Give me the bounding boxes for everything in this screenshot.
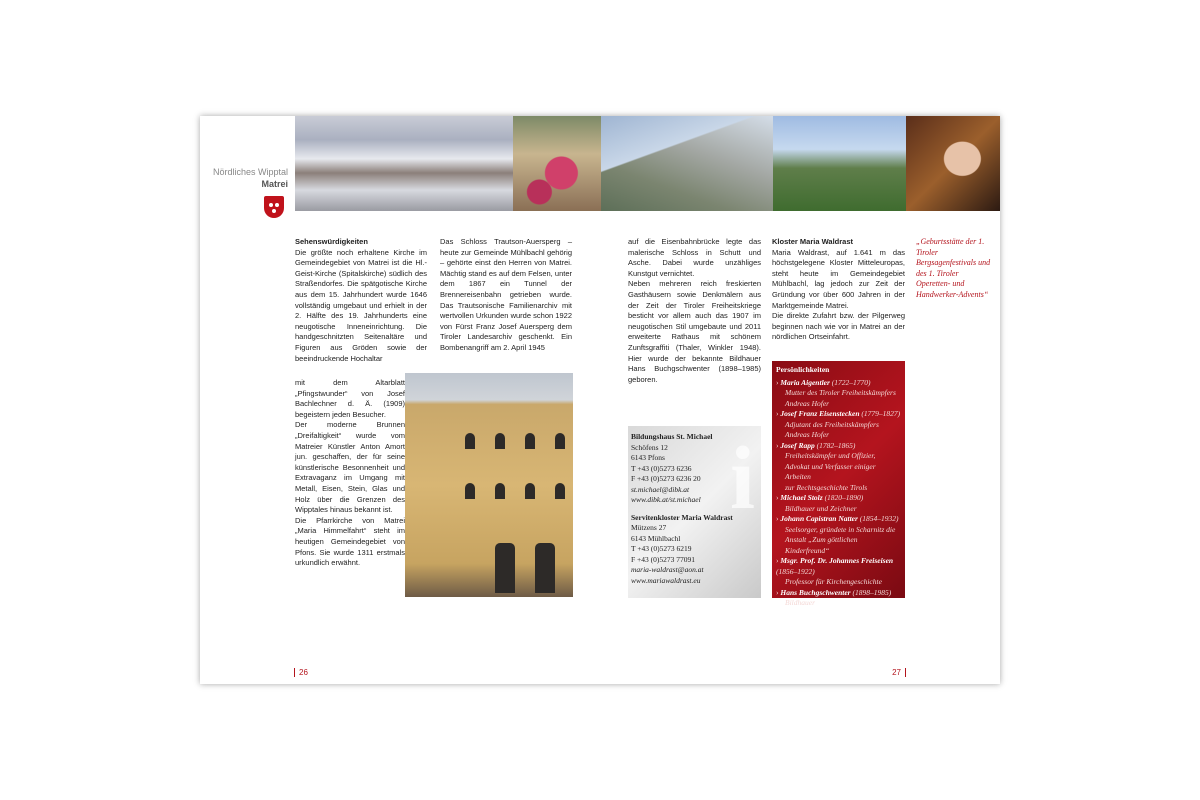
personalities-title: Persönlichkeiten (776, 365, 830, 374)
contact-line: Schöfens 12 (631, 442, 668, 452)
person-desc: zur Rechtsgeschichte Tirols (785, 482, 868, 492)
paragraph: Die direkte Zufahrt bzw. der Pilgerweg beginnen nach wie vor in Matrei an der nördlichen Ortseinfahrt. (772, 311, 905, 342)
photo-winter-village (295, 116, 513, 211)
person-name: Maria Aigentler (780, 377, 830, 387)
region-label (200, 166, 288, 190)
paragraph: Der moderne Brunnen „Dreifaltigkeit“ wurde vom Matreier Künstler Anton Amort jun. geschaffen, der für seine künstlerische Besonnenheit und Extravaganz im Umgang mit Metall, Eisen, Stein, Glas und Holz über die Grenzen des Wipptales hinaus bekannt ist. (295, 420, 405, 515)
contact-email[interactable]: st.michael@dibk.at (631, 484, 690, 494)
contact-name: Bildungshaus St. Michael (631, 432, 713, 441)
person-desc: Seelsorger, gründete in Scharnitz die (785, 524, 896, 534)
contact-line: T +43 (0)5273 6236 (631, 463, 692, 473)
person-desc: Advokat und Verfasser einiger Arbeiten (785, 461, 876, 481)
paragraph: Die Pfarrkirche von Matrei „Maria Himmelfahrt“ steht im heutigen Gemeindegebiet von Pfons. Sie wurde 1311 erstmals urkundlich erwähnt. (295, 515, 405, 568)
contact-block (631, 513, 758, 587)
person-item: › Maria Aigentler (1722–1770) Mutter des Tiroler Freiheitskämpfers Andreas Hofer (776, 378, 901, 410)
paragraph: Maria Waldrast, auf 1.641 m das höchstgelegene Kloster Mitteleuropas, steht heute im Gemeindegebiet Mühlbachl, lag jedoch zur Zeit der Gründung vor über 600 Jahren in der Marktgemeinde Matrei. (772, 247, 905, 310)
contact-line: T +43 (0)5273 6219 (631, 544, 692, 553)
photo-flower-window (513, 116, 601, 211)
paragraph: Die größte noch erhaltene Kirche im Gemeindegebiet von Matrei ist die Hl.-Geist-Kirche (Spitalskirche) südlich des Straßendorfes. Die spätgotische Kirche aus dem 15. Jahrhundert wurde 1646 vollständig umgebaut und erhielt in der 2. Hälfte des 19. Jahrhunderts eine neugotische Inneneinrichtung. Die handgeschnitzten Seitenaltäre und Figuren aus Gröden sowie der beeindruckende Hochaltar (295, 247, 427, 363)
text-column-1 (295, 237, 427, 364)
person-desc: Adjutant des Freiheitskämpfers (785, 419, 879, 429)
paragraph: Das Schloss Trautson-Auersperg – heute zur Gemeinde Mühlbachl gehörig – gehörte einst den Herren von Matrei. Mächtig stand es auf dem Felsen, unter dem 1867 ein Tunnel der Brennereisenbahn getrieben wurde. Das Trautsonische Familienarchiv mit wertvollen Urkunden wurde schon 1922 von Fürst Franz Josef Auersperg dem Tiroler Landesarchiv geschenkt. Ein Bombenangriff am 2. April 1945 (440, 237, 572, 352)
photo-mountain-peak (601, 116, 773, 211)
person-years: (1854–1932) (857, 514, 899, 523)
person-desc: Bildhauer und Zeichner (785, 503, 857, 513)
person-name: Josef Franz Eisenstecken (780, 409, 860, 418)
person-item: › Josef Franz Eisenstecken (1779–1827) Adjutant des Freiheitskämpfers Andreas Hofer (776, 409, 901, 439)
person-name: Johann Capistran Natter (780, 514, 858, 523)
contact-line: F +43 (0)5273 6236 20 (631, 474, 701, 483)
text-column-4 (772, 237, 905, 343)
region-town: Matrei (261, 179, 288, 189)
coat-of-arms-icon (264, 196, 284, 218)
contact-line: 6143 Mühlbachl (631, 533, 681, 543)
contact-line: F +43 (0)5273 77091 (631, 554, 696, 564)
paragraph: Neben mehreren reich freskierten Gasthäusern sowie Denkmälern aus der Zeit der Tiroler Freiheitskriege besticht vor allem auch das 1907 im neugotischen Stil umgebaute und 2011 erweiterte Rathaus mit schönem Zunftsgraffiti (Thaler, Winkler 1948). Hier wurde der bekannte Bildhauer Hans Buchgschwenter (1898–1985) geboren. (628, 279, 761, 384)
info-icon: i (729, 429, 755, 528)
photo-violinist (906, 116, 1000, 211)
brochure-spread (200, 116, 1000, 684)
photo-town-hall (405, 373, 573, 597)
photo-strip (295, 116, 1000, 211)
paragraph: mit dem Altarblatt „Pfingstwunder“ von Josef Bachlechner d. Ä. (1909) begeistern jeden Besucher. (295, 378, 405, 419)
region-subtitle: Nördliches Wipptal (212, 167, 288, 177)
pull-quote: „Geburtsstätte der 1. Tiroler Bergsagenfestivals und des 1. Tiroler Operetten- und Handwerker-Advents“ (916, 237, 991, 299)
contact-email[interactable]: maria-waldrast@aon.at (631, 565, 704, 574)
person-name: Hans Buchgschwenter (780, 587, 851, 597)
personalities-box (772, 361, 905, 607)
person-years: (1722–1770) (829, 377, 871, 387)
heading-monastery: Kloster Maria Waldrast (772, 237, 853, 246)
person-years: (1779–1827) (859, 409, 901, 418)
person-desc: Professor für Kirchengeschichte (785, 577, 882, 586)
person-name: Michael Stolz (780, 493, 823, 502)
person-desc: Bildhauer (785, 598, 815, 607)
page-number-right: 27 (892, 668, 906, 677)
person-desc: Andreas Hofer (785, 430, 830, 439)
contact-line: Mützens 27 (631, 523, 667, 532)
text-column-1-narrow (295, 378, 405, 569)
person-desc: Freiheitskämpfer und Offizier, (785, 451, 876, 460)
person-item: › Josef Rapp (1782–1865) Freiheitskämpfer und Offizier, Advokat und Verfasser einiger Arbeiten zur Rechtsgeschichte Tirols (776, 441, 901, 494)
person-years: (1856–1922) (776, 566, 815, 576)
paragraph: auf die Eisenbahnbrücke legte das malerische Schloss in Schutt und Asche. Dabei wurde unzähliges Kunstgut vernichtet. (628, 237, 761, 278)
text-column-3 (628, 237, 761, 385)
text-column-2 (440, 237, 572, 354)
photo-hikers (773, 116, 906, 211)
person-item: › Msgr. Prof. Dr. Johannes Freiseisen (1856–1922) Professor für Kirchengeschichte (776, 556, 901, 588)
contact-website[interactable]: www.dibk.at/st.michael (631, 495, 701, 504)
contact-box (628, 426, 761, 598)
person-desc: Mutter des Tiroler Freiheitskämpfers (785, 388, 896, 397)
contact-line: 6143 Pfons (631, 453, 665, 462)
person-years: (1898–1985) (850, 587, 892, 597)
contact-name: Servitenkloster Maria Waldrast (631, 512, 733, 522)
person-item: › Hans Buchgschwenter (1898–1985) Bildhauer (776, 588, 901, 609)
person-desc: Anstalt „Zum göttlichen Kinderfreund“ (785, 535, 858, 555)
person-desc: Andreas Hofer (785, 398, 830, 408)
person-item: › Michael Stolz (1820–1890) Bildhauer und Zeichner (776, 493, 901, 514)
person-years: (1782–1865) (814, 440, 856, 450)
contact-block (631, 432, 758, 506)
contact-website[interactable]: www.mariawaldrast.eu (631, 575, 701, 585)
person-name: Msgr. Prof. Dr. Johannes Freiseisen (780, 556, 894, 565)
person-name: Josef Rapp (780, 440, 815, 450)
heading-sights: Sehenswürdigkeiten (295, 237, 368, 246)
person-years: (1820–1890) (822, 493, 864, 502)
page-number-left: 26 (294, 668, 308, 677)
person-item: › Johann Capistran Natter (1854–1932) Seelsorger, gründete in Scharnitz die Anstalt „Zum göttlichen Kinderfreund“ (776, 514, 901, 556)
